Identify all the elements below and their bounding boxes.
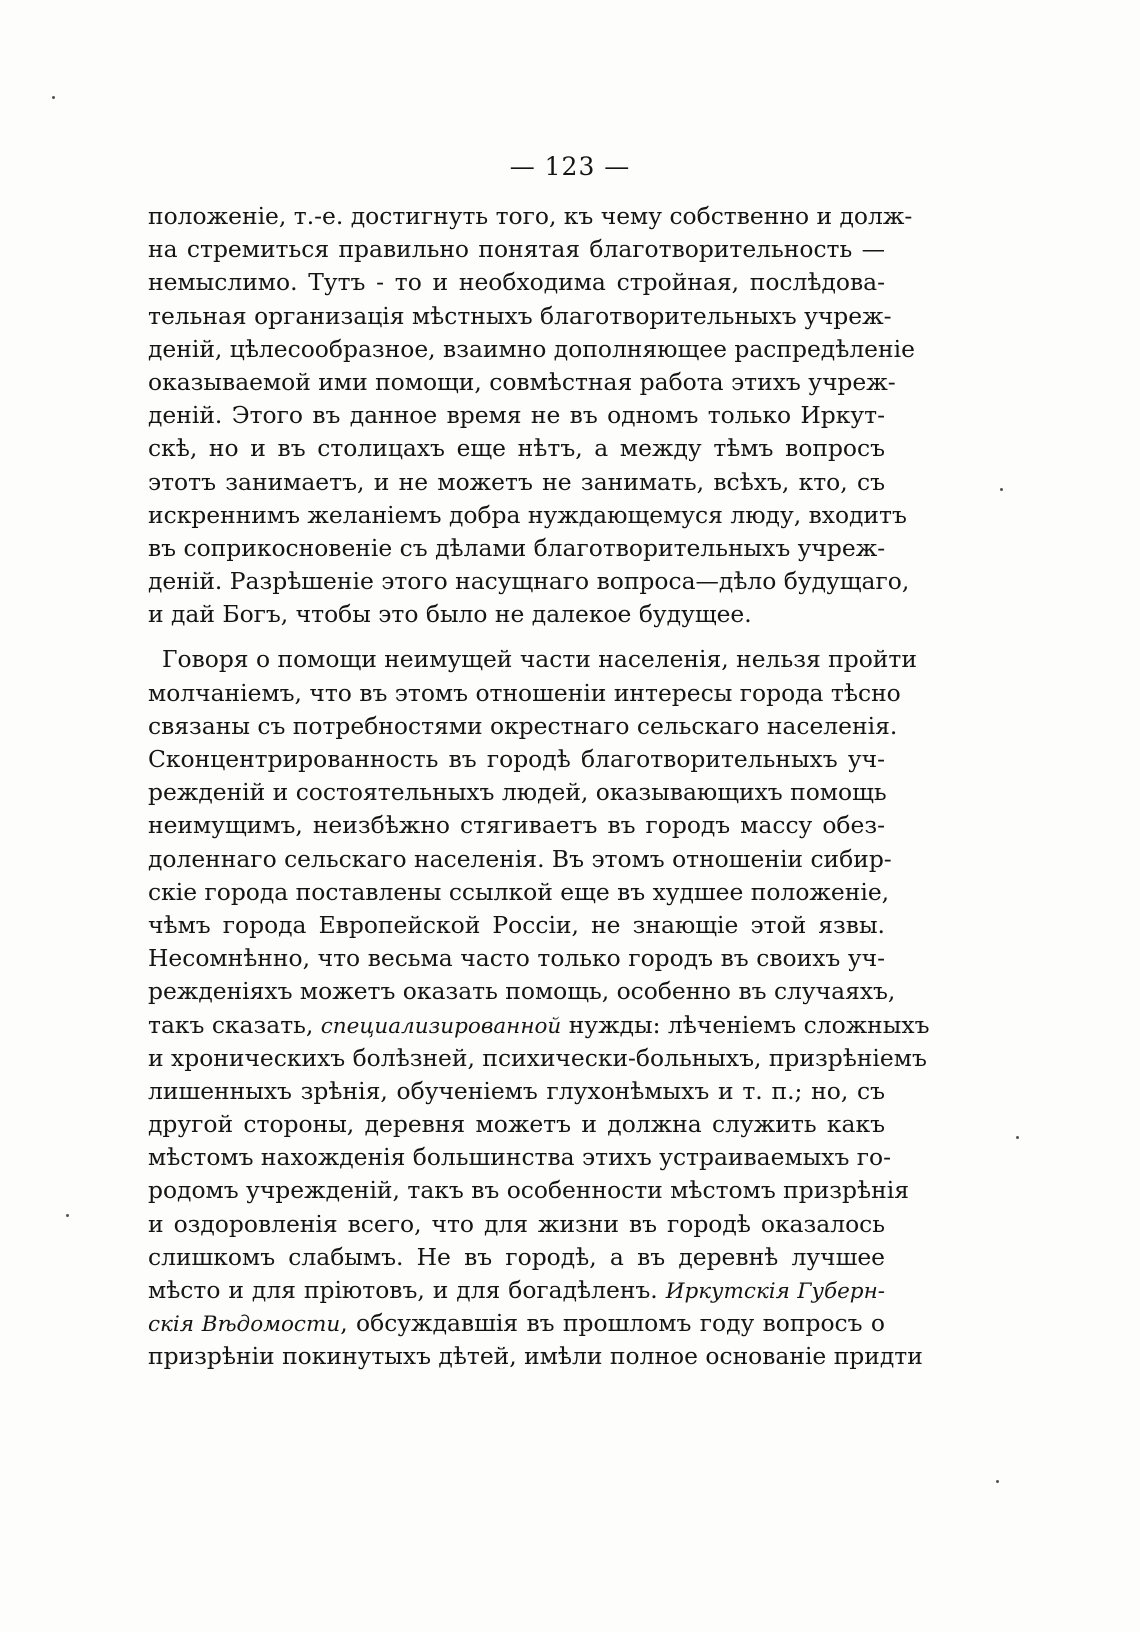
text-line: Несомнѣнно, что весьма часто только городъ въ своихъ уч-	[148, 944, 885, 973]
text-line: положеніе, т.-е. достигнуть того, къ чему собственно и долж-	[148, 202, 913, 230]
text-run: нужды: лѣченіемъ сложныхъ	[561, 1010, 930, 1039]
text-run: мѣсто и для пріютовъ, и для богадѣленъ.	[148, 1276, 666, 1304]
italic-term: специализированной	[320, 1013, 562, 1039]
text-line: мѣстомъ нахожденія большинства этихъ устраиваемыхъ го-	[148, 1143, 892, 1172]
text-line: режденіяхъ можетъ оказать помощь, особенно въ случаяхъ,	[148, 977, 896, 1006]
scan-speck	[66, 1214, 69, 1217]
text-line: родомъ учрежденій, такъ въ особенности мѣстомъ призрѣнія	[148, 1176, 909, 1205]
text-run: такъ сказать,	[148, 1010, 321, 1039]
scan-speck	[996, 1480, 999, 1483]
text-line: деній, цѣлесообразное, взаимно дополняющее распредѣленіе	[148, 334, 915, 363]
page-number: — 123 —	[509, 152, 631, 181]
text-line: деній. Этого въ данное время не въ одномъ только Иркут-	[148, 401, 885, 430]
text-line: Сконцентрированность въ городѣ благотворительныхъ уч-	[148, 745, 885, 773]
text-line: лишенныхъ зрѣнія, обученіемъ глухонѣмыхъ и т. п.; но, съ	[148, 1076, 885, 1105]
italic-title: Иркутскія Губерн-	[665, 1279, 885, 1304]
text-line	[148, 1009, 930, 1042]
text-line: связаны съ потребностями окрестнаго сельскаго населенія.	[148, 711, 898, 740]
text-line	[148, 1274, 885, 1307]
text-line: и оздоровленія всего, что для жизни въ городѣ оказалось	[148, 1209, 885, 1238]
paragraph	[148, 643, 930, 1373]
text-line: другой стороны, деревня можетъ и должна служить какъ	[148, 1110, 885, 1139]
paragraph-gap	[148, 631, 885, 643]
text-line: режденій и состоятельныхъ людей, оказывающихъ помощь	[148, 778, 887, 807]
text-line: искреннимъ желаніемъ добра нуждающемуся люду, входитъ	[148, 500, 907, 529]
text-line: призрѣніи покинутыхъ дѣтей, имѣли полное основаніе придти	[148, 1342, 923, 1371]
text-line: скѣ, но и въ столицахъ еще нѣтъ, а между тѣмъ вопросъ	[148, 434, 885, 463]
text-line: Говоря о помощи неимущей части населенія, нельзя пройти	[162, 645, 917, 674]
text-line: молчаніемъ, что въ этомъ отношеніи интересы города тѣсно	[148, 678, 901, 707]
paragraph	[148, 200, 915, 631]
scan-speck	[1000, 488, 1003, 491]
text-line: немыслимо. Тутъ - то и необходима стройная, послѣдова-	[148, 268, 885, 297]
text-line: тельная организація мѣстныхъ благотворительныхъ учреж-	[148, 301, 892, 330]
text-line: этотъ занимаетъ, и не можетъ не занимать, всѣхъ, кто, съ	[148, 467, 885, 496]
text-line: на стремиться правильно понятая благотворительность —	[148, 235, 885, 264]
scan-speck	[52, 96, 55, 99]
text-line: неимущимъ, неизбѣжно стягиваетъ въ городъ массу обез-	[148, 811, 885, 840]
text-line: и дай Богъ, чтобы это было не далекое будущее.	[148, 600, 752, 629]
text-line: въ соприкосновеніе съ дѣлами благотворительныхъ учреж-	[148, 533, 886, 562]
scan-speck	[1016, 1136, 1019, 1139]
italic-title: скія Вѣдомости	[148, 1312, 341, 1338]
text-line: и хроническихъ болѣзней, психически-больныхъ, призрѣніемъ	[148, 1043, 927, 1072]
body-text	[148, 200, 930, 1374]
text-line	[148, 1307, 885, 1340]
text-line: скіе города поставлены ссылкой еще въ худшее положеніе,	[148, 877, 890, 906]
text-line: оказываемой ими помощи, совмѣстная работа этихъ учреж-	[148, 367, 896, 396]
text-line: чѣмъ города Европейской Россіи, не знающіе этой язвы.	[148, 910, 885, 939]
text-line: слишкомъ слабымъ. Не въ городѣ, а въ деревнѣ лучшее	[148, 1242, 885, 1271]
text-line: доленнаго сельскаго населенія. Въ этомъ отношеніи сибир-	[148, 844, 892, 873]
text-run: , обсуждавшія въ прошломъ году вопросъ о	[340, 1309, 885, 1338]
text-line: деній. Разрѣшеніе этого насущнаго вопроса—дѣло будущаго,	[148, 567, 910, 596]
